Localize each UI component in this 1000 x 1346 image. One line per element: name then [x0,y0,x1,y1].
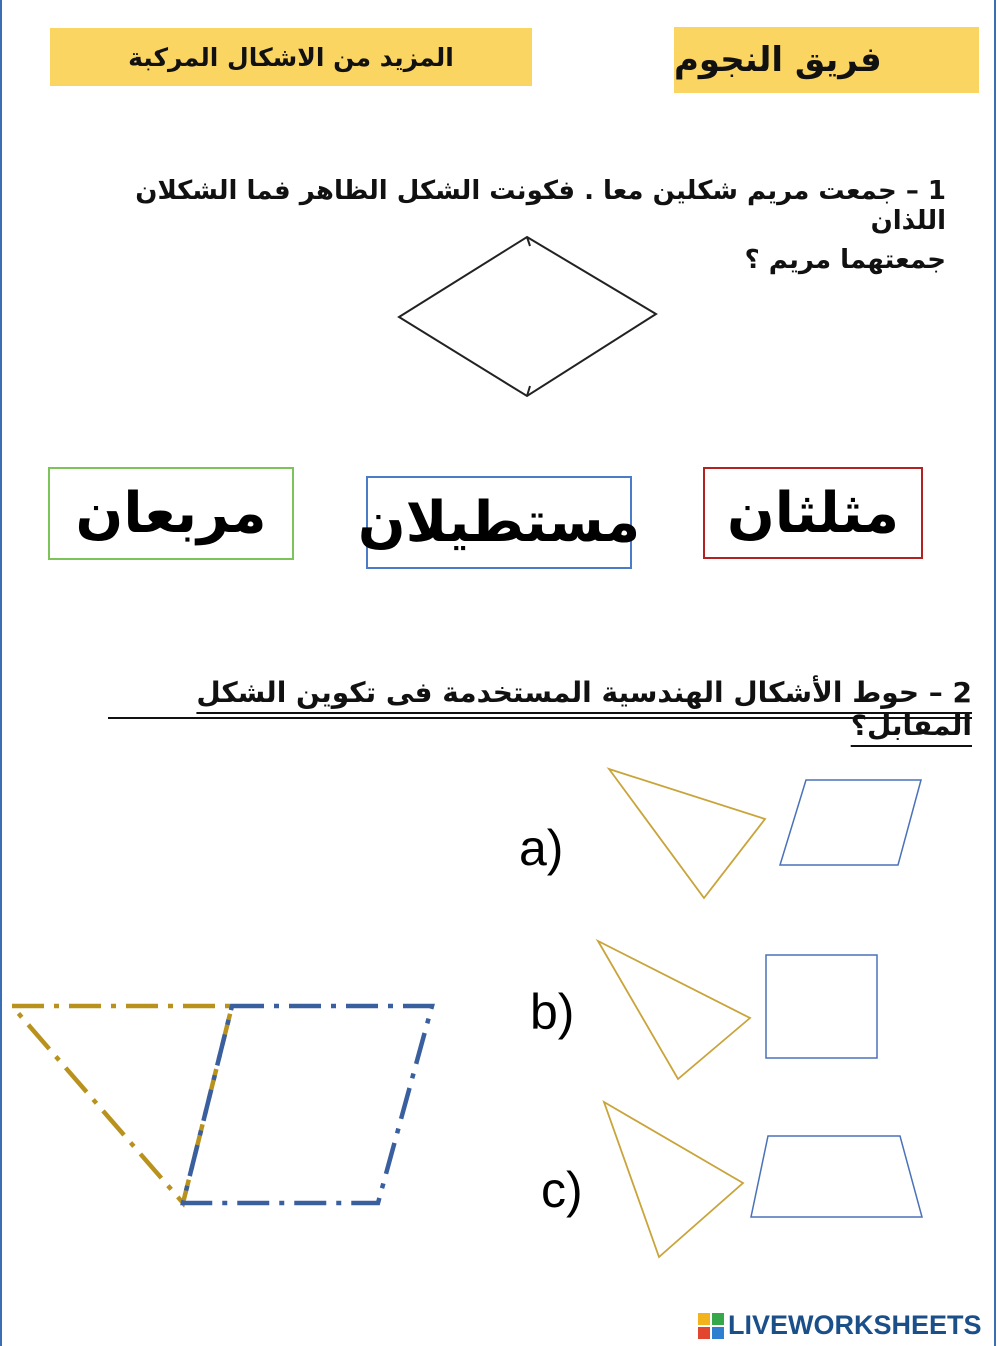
choice-two-triangles-label: مثلثان [726,480,900,546]
question-1-line-2: جمعتهما مريم ؟ [744,245,946,275]
dashed-parallelogram [183,1006,432,1203]
choice-two-squares[interactable] [48,467,294,560]
liveworksheets-mark-icon [698,1313,724,1339]
option-c-triangle[interactable] [604,1102,743,1257]
dashed-triangle [12,1006,232,1203]
option-b-square[interactable] [766,955,877,1058]
option-a-label: a) [519,820,564,876]
option-b-triangle[interactable] [598,941,750,1079]
choice-two-triangles[interactable] [703,467,923,559]
option-c-label: c) [541,1162,583,1218]
option-a-triangle[interactable] [609,769,765,898]
option-a-parallelogram[interactable] [780,780,921,865]
choice-two-rectangles-label: مستطيلان [357,490,641,555]
option-c-trapezoid[interactable] [751,1136,922,1217]
liveworksheets-logo[interactable] [698,1310,982,1341]
composite-rhombus [399,237,656,396]
choice-two-rectangles[interactable] [357,476,641,569]
topic-title: المزيد من الاشكال المركبة [128,42,454,72]
choice-two-squares-label: مربعان [75,481,267,546]
liveworksheets-brand: LIVEWORKSHEETS [728,1310,982,1340]
team-name: فريق النجوم [674,40,882,80]
question-1-line-1: 1 – جمعت مريم شكلين معا . فكونت الشكل الظاهر فما الشكلان اللذان [135,176,946,236]
option-b-label: b) [530,984,575,1040]
question-2-text: 2 – حوط الأشكال الهندسية المستخدمة فى تكوين الشكل المقابل؟ [196,676,972,742]
